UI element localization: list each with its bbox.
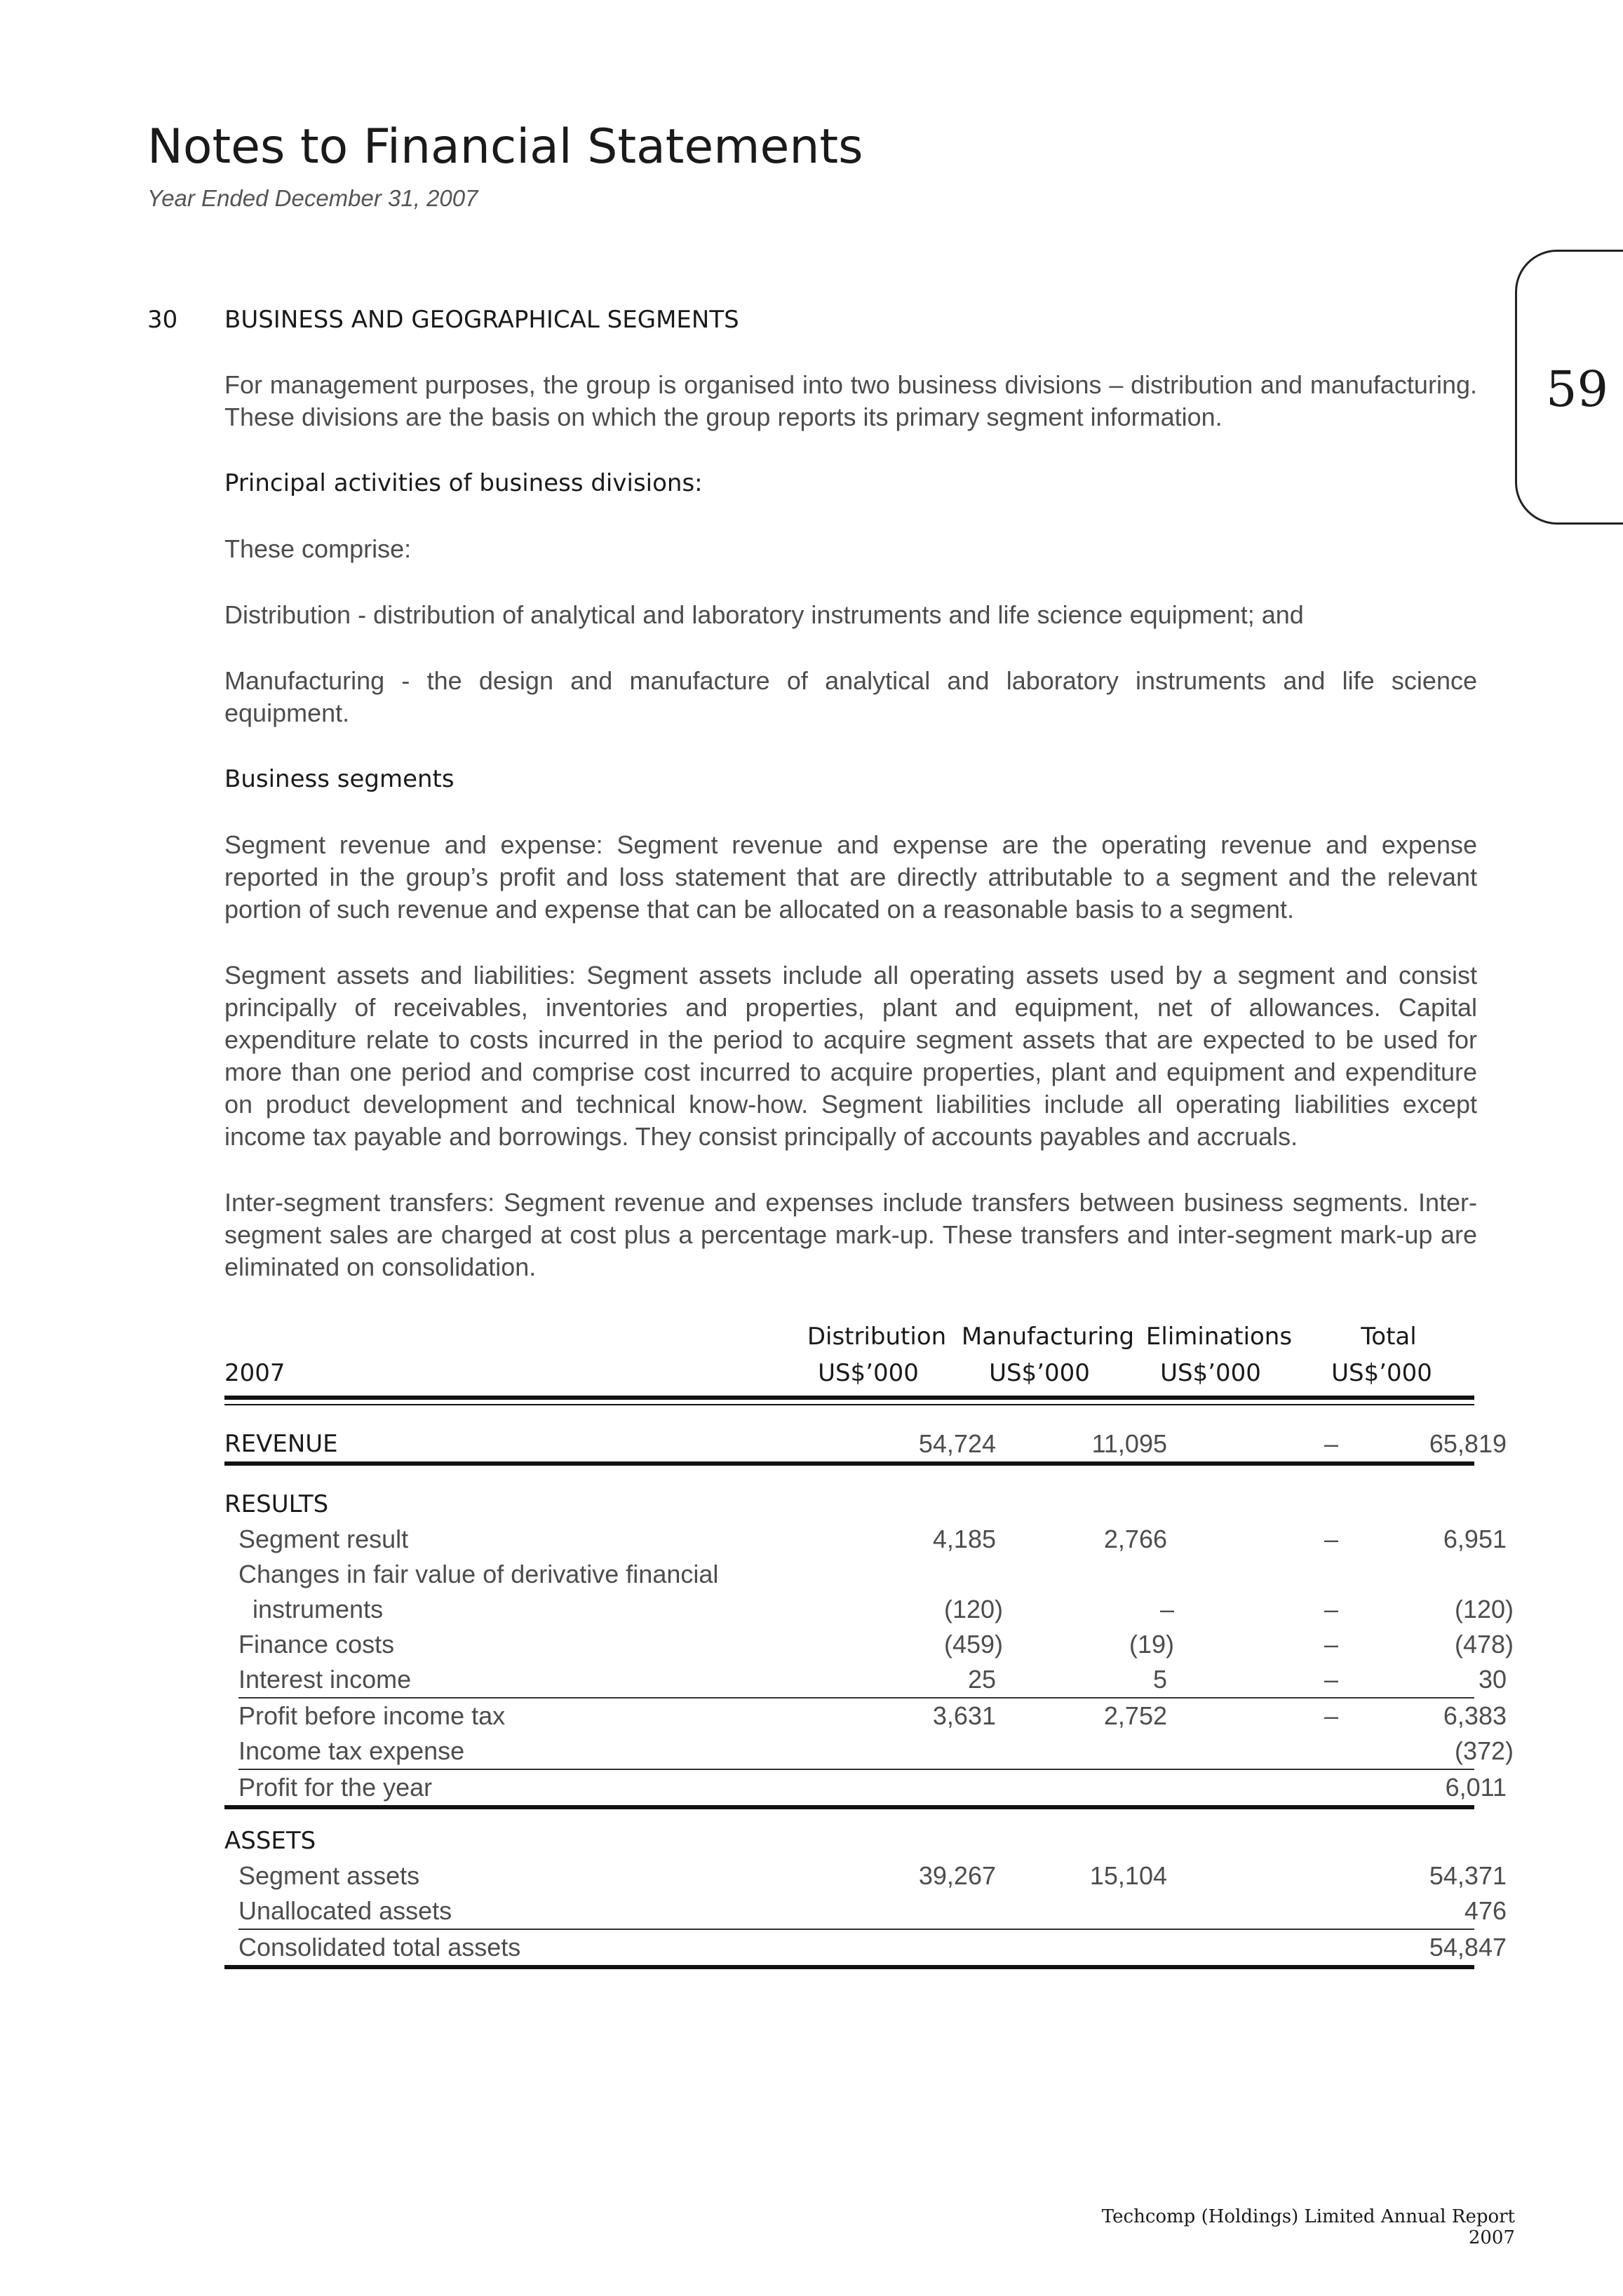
profit-before-tax-eliminations: – <box>1324 1701 1338 1730</box>
profit-before-tax-distribution: 3,631 <box>932 1701 996 1730</box>
table-header-row-2 <box>224 1355 1474 1391</box>
profit-for-year-label: Profit for the year <box>238 1773 433 1802</box>
profit-before-tax-manufacturing: 2,752 <box>1103 1701 1167 1730</box>
finance-costs-total: (478) <box>1454 1630 1514 1659</box>
income-tax-total: (372) <box>1454 1736 1514 1765</box>
page-footer: Techcomp (Holdings) Limited Annual Report 2007 <box>1101 2206 1515 2248</box>
column-header-distribution: Distribution <box>807 1323 947 1351</box>
revenue-label: REVENUE <box>224 1430 338 1458</box>
manufacturing-paragraph: Manufacturing - the design and manufacture of analytical and laboratory instruments and life science equipment. <box>224 666 1477 727</box>
intro-paragraph: For management purposes, the group is organised into two business divisions – distribution and manufacturing. These divisions are the basis on which the group reports its primary segment information. <box>224 370 1477 431</box>
page-title: Notes to Financial Statements <box>147 119 863 175</box>
finance-costs-eliminations: – <box>1324 1630 1338 1659</box>
column-header-total: Total <box>1361 1323 1417 1351</box>
segment-result-manufacturing: 2,766 <box>1103 1525 1167 1553</box>
consolidated-assets-total: 54,847 <box>1429 1933 1507 1961</box>
header-double-rule <box>224 1396 1474 1405</box>
fair-value-distribution: (120) <box>943 1595 1003 1623</box>
profit-for-year-total: 6,011 <box>1445 1773 1507 1802</box>
revenue-distribution: 54,724 <box>918 1429 996 1458</box>
distribution-paragraph: Distribution - distribution of analytical and laboratory instruments and life science equipment; and <box>224 600 1304 629</box>
fair-value-label-1: Changes in fair value of derivative financial <box>238 1560 719 1588</box>
assets-heading: ASSETS <box>224 1827 316 1855</box>
finance-costs-distribution: (459) <box>943 1630 1003 1659</box>
segment-assets-label: Segment assets <box>238 1861 420 1890</box>
interest-income-manufacturing: 5 <box>1152 1665 1167 1694</box>
interest-income-distribution: 25 <box>967 1665 996 1694</box>
segment-assets-manufacturing: 15,104 <box>1089 1861 1167 1890</box>
segment-result-distribution: 4,185 <box>932 1525 996 1553</box>
column-header-eliminations: Eliminations <box>1145 1323 1293 1351</box>
segment-assets-distribution: 39,267 <box>918 1861 996 1890</box>
interest-income-label: Interest income <box>238 1665 412 1694</box>
column-header-manufacturing: Manufacturing <box>961 1323 1135 1351</box>
segment-result-label: Segment result <box>238 1525 409 1553</box>
income-tax-row <box>224 1734 1514 1769</box>
segment-result-row <box>224 1522 1507 1557</box>
segment-assets-total: 54,371 <box>1429 1861 1507 1890</box>
transfers-paragraph: Inter-segment transfers: Segment revenue and expenses include transfers between business segments. Inter-segment sales are charged at cost plus a percentage mark-up. These transfers and inter-segment mark-up are eliminated on consolidation. <box>224 1188 1477 1281</box>
finance-costs-label: Finance costs <box>238 1630 395 1659</box>
business-segments-heading: Business segments <box>224 765 454 793</box>
results-heading: RESULTS <box>224 1490 329 1518</box>
note-number: 30 <box>147 306 178 334</box>
column-unit-manufacturing: US$’000 <box>989 1359 1090 1387</box>
revenue-row <box>224 1426 1507 1461</box>
interest-income-total: 30 <box>1478 1665 1507 1694</box>
consolidated-assets-rule <box>224 1965 1474 1969</box>
comprise-paragraph: These comprise: <box>224 534 412 563</box>
segment-result-eliminations: – <box>1324 1525 1338 1553</box>
segment-table <box>224 1318 1514 1969</box>
consolidated-assets-row <box>224 1930 1507 1965</box>
profit-for-year-row <box>224 1770 1507 1805</box>
income-tax-label: Income tax expense <box>238 1736 465 1765</box>
profit-before-tax-total: 6,383 <box>1443 1701 1507 1730</box>
finance-costs-row <box>224 1627 1514 1662</box>
page-subtitle: Year Ended December 31, 2007 <box>147 185 478 211</box>
revenue-manufacturing: 11,095 <box>1091 1429 1167 1458</box>
revenue-eliminations: – <box>1324 1429 1338 1458</box>
revenue-total: 65,819 <box>1429 1429 1507 1458</box>
fair-value-total: (120) <box>1454 1595 1514 1623</box>
fair-value-row-2 <box>224 1592 1514 1627</box>
column-unit-eliminations: US$’000 <box>1160 1359 1261 1387</box>
table-year: 2007 <box>224 1359 285 1387</box>
segment-assets-row <box>224 1858 1507 1893</box>
profit-before-tax-label: Profit before income tax <box>238 1701 506 1730</box>
assets-liabilities-paragraph: Segment assets and liabilities: Segment assets include all operating assets used by a segment and consist principally of receivables, inventories and properties, plant and equipment, net of allowances. Capital expenditure relate to costs incurred in the period to acquire segment assets that are expected to be used for more than one period and comprise cost incurred to acquire properties, plant and equipment and expenditure on product development and technical know-how. Segment liabilities include all operating liabilities except income tax payable and borrowings. They consist principally of accounts payables and accruals. <box>224 961 1477 1151</box>
profit-before-tax-row <box>224 1699 1507 1734</box>
consolidated-assets-label: Consolidated total assets <box>238 1933 521 1961</box>
table-header-row-1 <box>224 1318 1474 1355</box>
unallocated-assets-row <box>224 1893 1507 1929</box>
note-body <box>224 369 1477 1317</box>
principal-activities-heading: Principal activities of business divisions: <box>224 469 703 497</box>
interest-income-row <box>224 1662 1507 1697</box>
segment-result-total: 6,951 <box>1443 1525 1507 1553</box>
unallocated-assets-total: 476 <box>1464 1896 1507 1925</box>
fair-value-manufacturing: – <box>1159 1595 1174 1623</box>
fair-value-eliminations: – <box>1324 1595 1338 1623</box>
unallocated-assets-label: Unallocated assets <box>238 1896 452 1925</box>
page-number: 59 <box>1546 360 1609 418</box>
fair-value-row-1 <box>224 1557 1474 1592</box>
column-unit-distribution: US$’000 <box>818 1359 919 1387</box>
column-unit-total: US$’000 <box>1331 1359 1432 1387</box>
fair-value-label-2: instruments <box>252 1595 384 1623</box>
revenue-expense-paragraph: Segment revenue and expense: Segment revenue and expense are the operating revenue and expense reported in the group’s profit and loss statement that are directly attributable to a segment and the relevant portion of such revenue and expense that can be allocated on a reasonable basis to a segment. <box>224 830 1477 924</box>
note-heading: BUSINESS AND GEOGRAPHICAL SEGMENTS <box>224 306 739 334</box>
interest-income-eliminations: – <box>1324 1665 1338 1694</box>
finance-costs-manufacturing: (19) <box>1129 1630 1174 1659</box>
